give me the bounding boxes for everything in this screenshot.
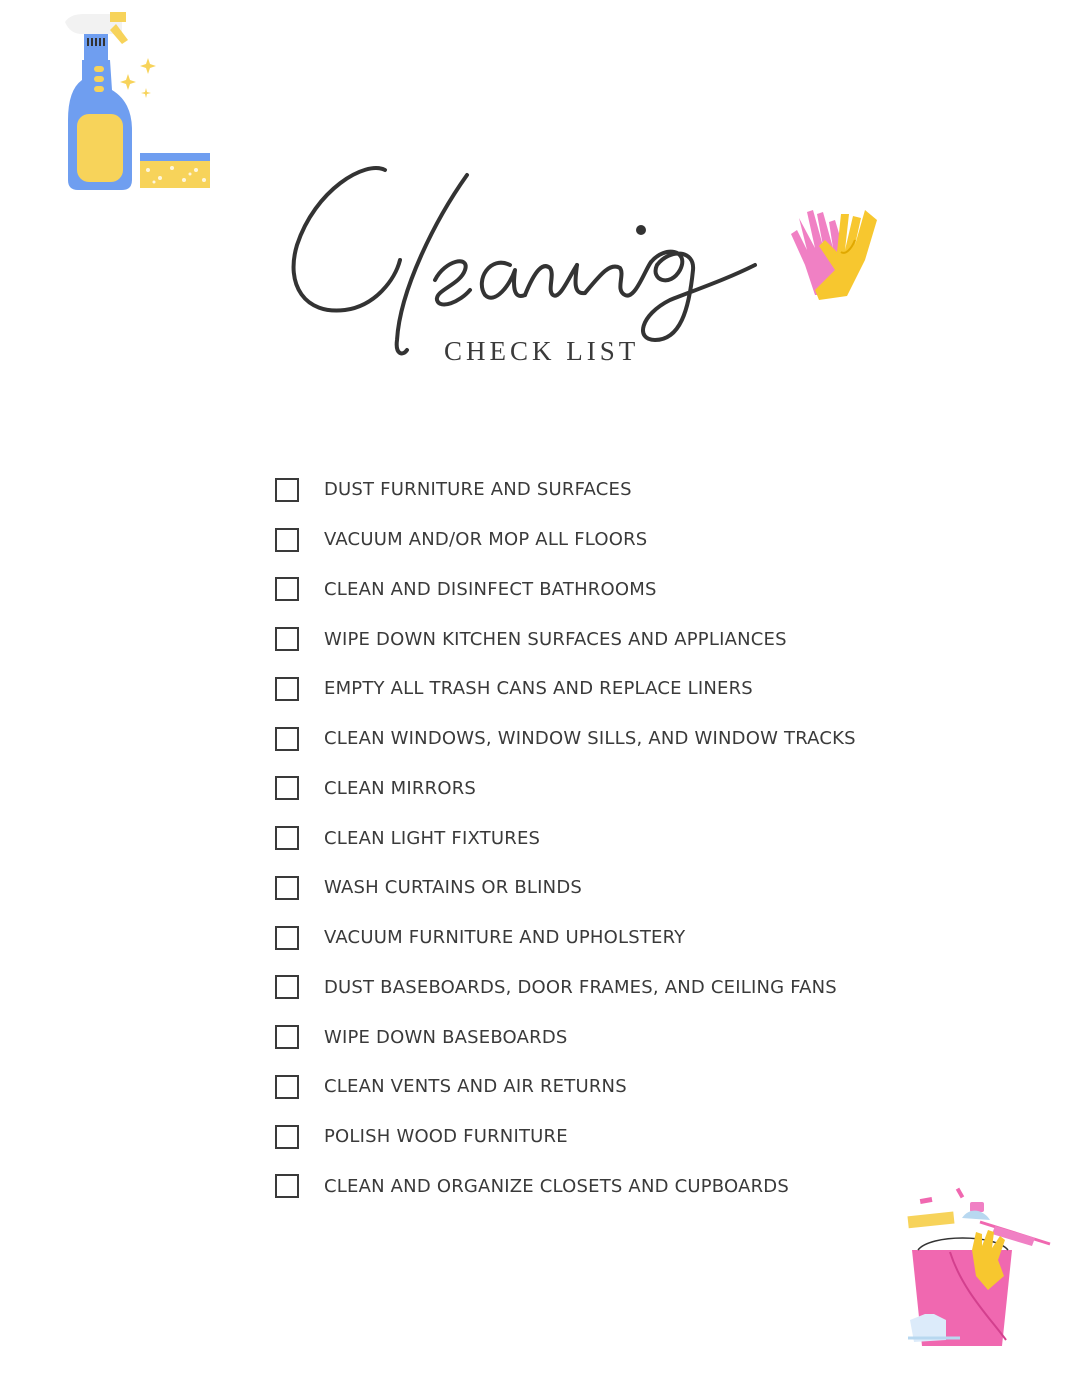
checkbox[interactable] xyxy=(275,975,299,999)
item-label: VACUUM AND/OR MOP ALL FLOORS xyxy=(324,529,648,551)
item-label: CLEAN AND DISINFECT BATHROOMS xyxy=(324,578,657,600)
checkbox[interactable] xyxy=(275,926,299,950)
checkbox[interactable] xyxy=(275,577,299,601)
item-label: WIPE DOWN BASEBOARDS xyxy=(324,1026,568,1048)
checkbox[interactable] xyxy=(275,1075,299,1099)
checkbox[interactable] xyxy=(275,826,299,850)
item-label: WIPE DOWN KITCHEN SURFACES AND APPLIANCES xyxy=(324,628,787,650)
list-item xyxy=(275,465,995,515)
checkbox[interactable] xyxy=(275,876,299,900)
list-item xyxy=(275,664,995,714)
list-item xyxy=(275,1012,995,1062)
gloves-icon xyxy=(785,200,885,310)
checkbox[interactable] xyxy=(275,776,299,800)
item-label: CLEAN VENTS AND AIR RETURNS xyxy=(324,1076,627,1098)
list-item xyxy=(275,863,995,913)
item-label: DUST FURNITURE AND SURFACES xyxy=(324,479,632,501)
checkbox[interactable] xyxy=(275,1025,299,1049)
list-item xyxy=(275,565,995,615)
item-label: CLEAN WINDOWS, WINDOW SILLS, AND WINDOW TRACKS xyxy=(324,728,856,750)
list-item xyxy=(275,813,995,863)
list-item xyxy=(275,963,995,1013)
spray-bottle-and-sponge-icon xyxy=(60,10,220,195)
list-item xyxy=(275,1062,995,1112)
list-item xyxy=(275,1162,995,1212)
subtitle: CHECK LIST xyxy=(444,336,640,366)
checkbox[interactable] xyxy=(275,727,299,751)
item-label: POLISH WOOD FURNITURE xyxy=(324,1126,568,1148)
list-item xyxy=(275,1112,995,1162)
item-label: EMPTY ALL TRASH CANS AND REPLACE LINERS xyxy=(324,678,753,700)
list-item xyxy=(275,515,995,565)
title-script xyxy=(285,150,825,365)
bucket-supplies-icon xyxy=(900,1180,1055,1350)
checkbox[interactable] xyxy=(275,478,299,502)
item-label: CLEAN AND ORGANIZE CLOSETS AND CUPBOARDS xyxy=(324,1175,789,1197)
checkbox[interactable] xyxy=(275,627,299,651)
list-item xyxy=(275,764,995,814)
item-label: DUST BASEBOARDS, DOOR FRAMES, AND CEILING FANS xyxy=(324,976,837,998)
checkbox[interactable] xyxy=(275,677,299,701)
checklist xyxy=(275,465,995,1211)
item-label: VACUUM FURNITURE AND UPHOLSTERY xyxy=(324,927,686,949)
list-item xyxy=(275,913,995,963)
item-label: CLEAN MIRRORS xyxy=(324,777,477,799)
checkbox[interactable] xyxy=(275,1125,299,1149)
list-item xyxy=(275,614,995,664)
checkbox[interactable] xyxy=(275,1174,299,1198)
item-label: WASH CURTAINS OR BLINDS xyxy=(324,877,583,899)
list-item xyxy=(275,714,995,764)
checkbox[interactable] xyxy=(275,528,299,552)
item-label: CLEAN LIGHT FIXTURES xyxy=(324,827,541,849)
